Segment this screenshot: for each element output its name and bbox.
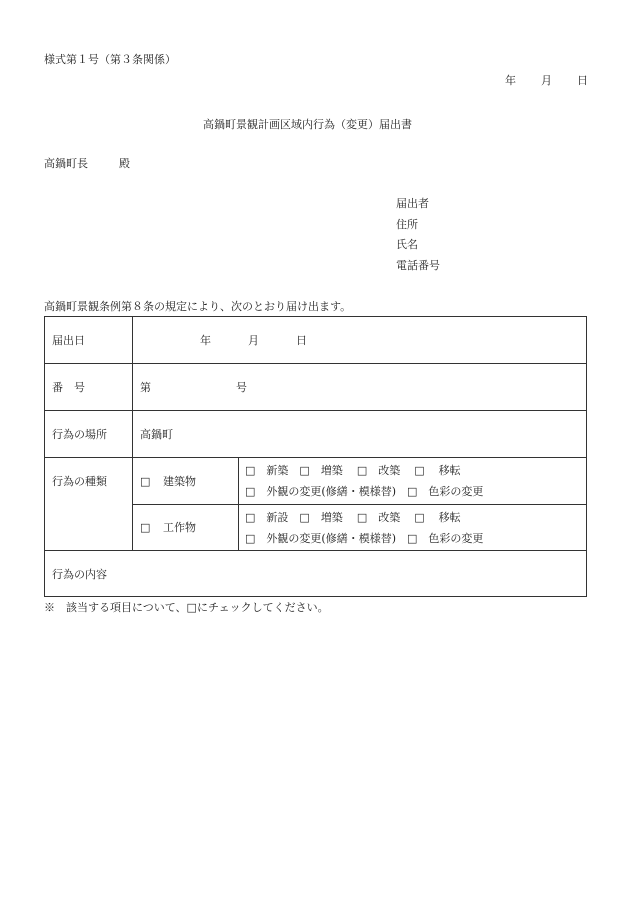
form-number: 様式第１号（第３条関係） (44, 53, 176, 66)
option-relocation: 移転 (438, 464, 461, 477)
option-new-installation: 新設 (266, 511, 289, 524)
structure-options-row1 (245, 512, 461, 523)
checkbox-color-change[interactable]: □ (407, 485, 418, 498)
addressee-honorific: 殿 (119, 157, 130, 170)
structure-label: 工作物 (163, 521, 196, 534)
option-relocation: 移転 (438, 511, 461, 524)
addressee-name: 高鍋町長 (44, 157, 88, 170)
option-new-construction: 新築 (266, 464, 289, 477)
location-label: 行為の場所 (52, 428, 107, 441)
footnote: ※ 該当する項目について、□にチェックしてください。 (44, 601, 329, 614)
building-options-row2 (245, 486, 483, 497)
checkbox-renovation[interactable]: □ (356, 464, 368, 477)
checkbox-extension[interactable]: □ (299, 511, 310, 524)
notifier-label: 届出者 (396, 197, 429, 210)
checkbox-relocation[interactable]: □ (414, 511, 425, 524)
content-label: 行為の内容 (52, 568, 107, 581)
option-color-change: 色彩の変更 (428, 532, 484, 545)
option-extension: 増築 (320, 511, 343, 524)
checkbox-new-installation[interactable]: □ (245, 511, 256, 524)
date-month: 月 (248, 334, 259, 347)
notifier-phone-label: 電話番号 (396, 259, 440, 272)
checkbox-color-change[interactable]: □ (407, 532, 418, 545)
date-year: 年 (200, 334, 211, 347)
type-label: 行為の種類 (52, 475, 107, 488)
building-options-row1 (245, 465, 461, 476)
row-divider (132, 504, 586, 505)
option-exterior-change: 外観の変更(修繕・模様替) (266, 485, 396, 498)
date-month-label: 月 (541, 74, 552, 87)
row-divider (45, 550, 586, 551)
row-divider (45, 363, 586, 364)
date-year-label: 年 (505, 74, 516, 87)
option-exterior-change: 外観の変更(修繕・模様替) (266, 532, 396, 545)
date-day-label: 日 (577, 74, 588, 87)
option-renovation: 改築 (378, 464, 401, 477)
row-divider (45, 457, 586, 458)
checkbox-exterior-change[interactable]: □ (245, 485, 256, 498)
column-divider (132, 317, 133, 550)
option-color-change: 色彩の変更 (428, 485, 484, 498)
checkbox-new-construction[interactable]: □ (245, 464, 256, 477)
document-title: 高鍋町景観計画区域内行為（変更）届出書 (203, 118, 412, 131)
structure-options-row2 (245, 533, 483, 544)
option-extension: 増築 (320, 464, 343, 477)
number-suffix: 号 (236, 381, 247, 394)
checkbox-exterior-change[interactable]: □ (245, 532, 256, 545)
notifier-name-label: 氏名 (396, 238, 418, 251)
checkbox-renovation[interactable]: □ (356, 511, 368, 524)
row-divider (45, 410, 586, 411)
intro-text: 高鍋町景観条例第８条の規定により、次のとおり届け出ます。 (44, 300, 352, 313)
date-day: 日 (296, 334, 307, 347)
number-prefix: 第 (140, 381, 151, 394)
notification-table (44, 316, 587, 597)
column-divider (238, 457, 239, 550)
checkbox-relocation[interactable]: □ (414, 464, 425, 477)
checkbox-extension[interactable]: □ (299, 464, 310, 477)
building-checkbox[interactable]: □ (140, 475, 151, 488)
number-label: 番 号 (52, 381, 85, 394)
building-label: 建築物 (163, 475, 196, 488)
date-label: 届出日 (52, 334, 85, 347)
structure-checkbox[interactable]: □ (140, 521, 151, 534)
location-value: 高鍋町 (140, 428, 173, 441)
notifier-address-label: 住所 (396, 218, 418, 231)
option-renovation: 改築 (378, 511, 401, 524)
